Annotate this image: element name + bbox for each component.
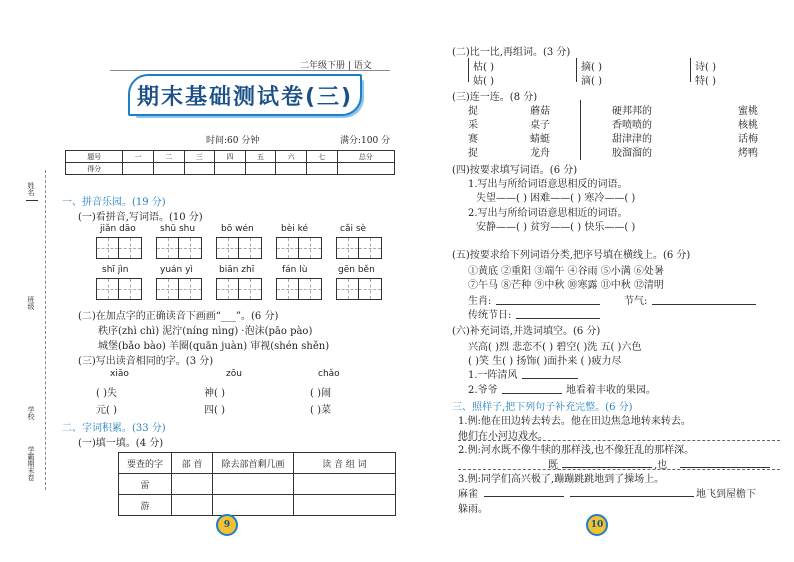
pinyin-label: chǎo [318, 369, 340, 379]
page-number-badge: 10 [586, 514, 608, 536]
score-head: 六 [276, 151, 307, 163]
pinyin-label: jiǎn dāo [100, 224, 136, 234]
match-divider [580, 100, 581, 160]
q3-blank[interactable]: 元( ) [96, 405, 117, 416]
q2-line: 秩序(zhì chì) 泥泞(níng nìng) ·泡沫(pāo pào) [98, 326, 313, 337]
q6-sentence: 1.一阵清风 [468, 370, 518, 381]
page-number-badge: 9 [216, 514, 238, 536]
writing-grid[interactable] [156, 278, 202, 300]
q5-label: 传统节日: [468, 310, 512, 321]
r-q2-title: (二)比一比,再组词。(3 分) [452, 47, 571, 58]
s1-q1-title: (一)看拼音,写词语。(10 分) [78, 212, 203, 223]
side-label-school: 学校 [27, 406, 35, 420]
q3-blank[interactable]: 四( ) [204, 405, 225, 416]
answer-line[interactable] [484, 496, 564, 497]
r-q4-title: (四)按要求填写词语。(6 分) [452, 165, 578, 176]
match-item[interactable]: 捉 [468, 106, 478, 117]
example-prompt: ,也 [654, 460, 668, 471]
pinyin-label: bō wén [221, 224, 254, 234]
score-head: 一 [123, 151, 154, 163]
q4-line[interactable]: 安静——( ) 贫穷——( ) 快乐——( ) [476, 222, 636, 233]
compare-blank[interactable]: 特( ) [695, 76, 716, 87]
q6-sentence: 2.爷爷 [468, 385, 498, 396]
binding-line [45, 170, 46, 490]
q5-label: 生肖: [468, 296, 492, 307]
bracket-line [690, 58, 691, 82]
q3-blank[interactable]: ( )闹 [310, 388, 331, 399]
bracket-line [576, 58, 577, 82]
q2-line: 城堡(bǎo bào) 羊圈(quān juàn) 审视(shén shěn) [98, 341, 330, 352]
q6-line[interactable]: 兴高( )烈 悲恋不( ) 碧空( )洗 五( )六色 [468, 342, 642, 353]
match-item[interactable]: 采 [468, 120, 478, 131]
score-table-row [66, 163, 395, 175]
lookup-row [119, 495, 396, 516]
writing-grid[interactable] [336, 278, 382, 300]
score-cell[interactable] [306, 163, 337, 175]
score-cell[interactable] [276, 163, 307, 175]
pinyin-label: biān zhī [219, 265, 255, 275]
answer-line[interactable] [516, 318, 600, 319]
score-head: 总分 [337, 151, 394, 163]
example-sentence: 2.例:河水既不像牛犊的那样浅,也不像狂乱的那样深。 [458, 445, 695, 456]
compare-blank[interactable]: 枯( ) [473, 62, 494, 73]
score-cell[interactable] [337, 163, 394, 175]
bracket-line [468, 58, 469, 82]
q4-line[interactable]: 失望——( ) 困难——( ) 寒冷——( ) [476, 193, 636, 204]
pinyin-label: bèi ké [281, 224, 309, 234]
writing-grid[interactable] [156, 237, 202, 259]
score-head: 二 [153, 151, 184, 163]
match-item[interactable]: 蜻蜓 [530, 134, 550, 145]
page-title-banner [128, 70, 370, 122]
compare-blank[interactable]: 滴( ) [581, 76, 602, 87]
match-item[interactable]: 桌子 [530, 120, 550, 131]
writing-grid[interactable] [276, 237, 322, 259]
score-cell[interactable] [245, 163, 276, 175]
r-q6-title: (六)补充词语,并选词填空。(6 分) [452, 326, 601, 337]
q3-blank[interactable]: ( )菜 [310, 405, 331, 416]
match-item[interactable]: 赛 [468, 134, 478, 145]
match-item[interactable]: 香喷喷的 [612, 120, 652, 131]
lookup-head: 部 首 [172, 453, 213, 474]
r-q5-title: (五)按要求给下列词语分类,把序号填在横线上。(6 分) [452, 250, 691, 261]
score-head: 五 [245, 151, 276, 163]
match-item[interactable]: 胶溜溜的 [612, 148, 652, 159]
score-cell[interactable] [123, 163, 154, 175]
pinyin-label: gēn běn [338, 265, 375, 275]
section-2-title: 二、字词积累。(33 分) [62, 423, 166, 434]
match-item[interactable]: 硬邦邦的 [612, 106, 652, 117]
answer-line[interactable] [680, 467, 770, 468]
q5-options: ①黄底 ②重阳 ③端午 ④谷雨 ⑤小满 ⑥处暑 [468, 266, 664, 277]
compare-blank[interactable]: 摘( ) [581, 62, 602, 73]
match-item[interactable]: 话梅 [738, 134, 758, 145]
full-score: 满分:100 分 [340, 136, 391, 146]
q4-instruction: 2.写出与所给词语意思相近的词语。 [468, 208, 628, 219]
lookup-cell[interactable] [213, 495, 294, 516]
q5-options: ⑦午马 ⑧芒种 ⑨中秋 ⑩寒露 ⑪中秋 ⑫清明 [468, 280, 664, 291]
match-item[interactable]: 烤鸭 [738, 148, 758, 159]
answer-line[interactable] [652, 304, 756, 305]
example-prompt: 既 [548, 460, 558, 471]
match-item[interactable]: 龙舟 [530, 148, 550, 159]
grade-tag: 二年级下册 | 语文 [300, 61, 372, 71]
writing-grid[interactable] [216, 237, 262, 259]
pinyin-label: xiāo [110, 369, 129, 379]
time-limit: 时间:60 分钟 [206, 136, 260, 146]
example-prompt: 麻雀 [458, 489, 478, 500]
writing-grid[interactable] [96, 237, 142, 259]
section-1-title: 一、拼音乐园。(19 分) [62, 197, 166, 208]
writing-grid[interactable] [96, 278, 142, 300]
score-head: 题号 [66, 151, 123, 163]
lookup-char: 雷 [119, 474, 172, 495]
lookup-cell[interactable] [172, 495, 213, 516]
side-label-name: 姓名 [27, 182, 35, 196]
q4-instruction: 1.写出与所给词语意思相反的词语。 [468, 179, 628, 190]
answer-line[interactable] [502, 393, 562, 394]
r-q3-title: (三)连一连。(8 分) [452, 92, 538, 103]
answer-line[interactable] [496, 304, 600, 305]
q6-sentence: 地看着丰收的果园。 [566, 385, 656, 396]
writing-grid[interactable] [276, 278, 322, 300]
pinyin-label: shī jìn [102, 265, 129, 275]
lookup-head: 除去部首剩几画 [213, 453, 294, 474]
match-item[interactable]: 蜜桃 [738, 106, 758, 117]
writing-grid[interactable] [336, 237, 382, 259]
lookup-cell[interactable] [213, 474, 294, 495]
example-prompt: 躲雨。 [458, 504, 488, 515]
lookup-cell[interactable] [172, 474, 213, 495]
example-sentence: 3.例:同学们高兴极了,蹦蹦跳跳地到了操场上。 [458, 474, 665, 485]
score-head: 七 [306, 151, 337, 163]
lookup-cell[interactable] [294, 474, 396, 495]
score-head: 四 [215, 151, 246, 163]
match-item[interactable]: 甜津津的 [612, 134, 652, 145]
example-prompt: 他们在小河边戏水。 [458, 431, 548, 442]
lookup-header-row [119, 453, 396, 474]
q3-blank[interactable]: ( )失 [96, 388, 117, 399]
score-table [65, 150, 395, 175]
match-item[interactable]: 核桃 [738, 120, 758, 131]
writing-grid[interactable] [216, 278, 262, 300]
pinyin-label: fán lù [282, 265, 308, 275]
score-head: 三 [184, 151, 215, 163]
lookup-char: 游 [119, 495, 172, 516]
side-divider [26, 200, 38, 201]
pinyin-label: zōu [226, 369, 242, 379]
lookup-head: 要查的字 [119, 453, 172, 474]
match-item[interactable]: 蘑菇 [530, 106, 550, 117]
example-prompt: 地飞到屋檐下 [696, 489, 756, 500]
section-3-title: 三、照样子,把下列句子补充完整。(6 分) [452, 402, 633, 413]
score-cell[interactable] [184, 163, 215, 175]
lookup-cell[interactable] [294, 495, 396, 516]
answer-line[interactable] [562, 467, 652, 468]
answer-line[interactable] [570, 496, 694, 497]
s2-q1-title: (一)填一填。(4 分) [78, 438, 164, 449]
q6-line[interactable]: ( )笑 生( ) 扬饰( )面扑来 ( )疲力尽 [468, 356, 622, 367]
example-sentence: 1.例:他在田边转去转去。他在田边焦急地转来转去。 [458, 416, 691, 427]
page-title: 期末基础测试卷(三) [128, 74, 362, 116]
lookup-head: 读 音 组 词 [294, 453, 396, 474]
side-label-book: 学霸期末卷 [27, 446, 35, 481]
answer-line[interactable] [522, 378, 578, 379]
compare-blank[interactable]: 姑( ) [473, 76, 494, 87]
match-item[interactable]: 捉 [468, 148, 478, 159]
lookup-row [119, 474, 396, 495]
pinyin-label: yuán yì [160, 265, 193, 275]
q3-blank[interactable]: 神( ) [204, 388, 225, 399]
q5-label: 节气: [624, 296, 648, 307]
s1-q3-title: (三)写出读音相同的字。(3 分) [78, 356, 214, 367]
compare-blank[interactable]: 诗( ) [695, 62, 716, 73]
score-cell[interactable] [215, 163, 246, 175]
score-label: 得分 [66, 163, 123, 175]
s1-q2-title: (二)在加点字的正确读音下画画“___”。(6 分) [78, 311, 279, 322]
score-cell[interactable] [153, 163, 184, 175]
pinyin-label: cǎi sè [340, 224, 367, 234]
score-table-row [66, 151, 395, 163]
side-label-class: 班级 [27, 296, 35, 310]
lookup-table [118, 452, 396, 516]
pinyin-label: shū shu [160, 224, 196, 234]
